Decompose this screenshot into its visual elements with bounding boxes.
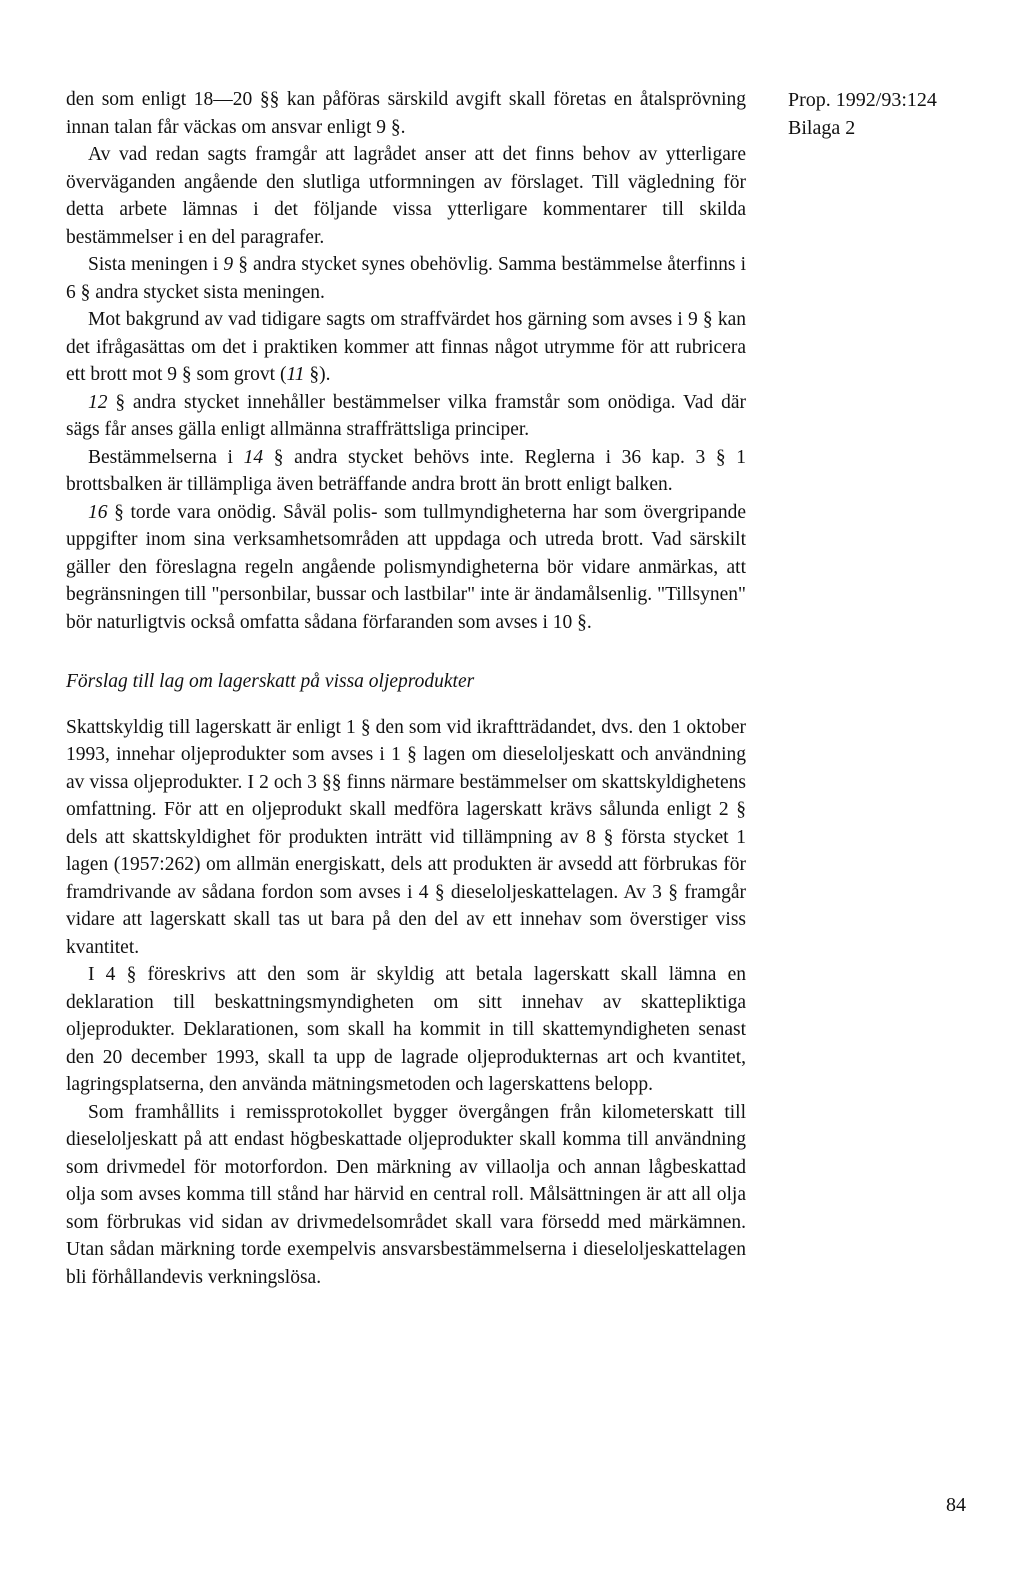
paragraph-6-lead: Bestämmelserna i [88,446,244,468]
paragraph-4-text: Mot bakgrund av vad tidigare sagts om straffvärdet hos gärning som avses i 9 § kan det ifrågasättas om det i praktiken kommer att finnas något utrymme för att rubricera ett brott mot 9 § som grovt ( [66,309,746,385]
proposition-reference: Prop. 1992/93:124 [788,89,937,111]
paragraph-7 [66,499,746,637]
paragraph-4 [66,306,746,389]
body-text [66,86,746,1291]
paragraph-6-ref: 14 [243,446,264,468]
paragraph-10: Som framhållits i remissprotokollet bygger övergången från kilometerskatt till dieseloljeskatt på att endast högbeskattade oljeprodukter skall komma till användning som drivmedel för motorfordon. Den märkning av villaolja och annan lågbeskattad olja som avses komma till stånd har härvid en central roll. Målsättningen är att all olja som förbrukas vid sidan av drivmedelsområdet skall vara försedd med märkämnen. Utan sådan märkning torde exempelvis ansvarsbestämmelserna i dieseloljeskattelagen bli förhållandevis verkningslösa. [66,1101,746,1288]
paragraph-1: den som enligt 18—20 §§ kan påföras särskild avgift skall företas en åtalsprövning innan talan får väckas om ansvar enligt 9 §. [66,89,746,138]
paragraph-8: Skattskyldig till lagerskatt är enligt 1 § den som vid ikraftträdandet, dvs. den 1 oktober 1993, innehar oljeprodukter som avses i 1 § lagen om dieseloljeskatt och användning av vissa oljeprodukter. I 2 och 3 §§ finns närmare bestämmelser om skattskyldighetens omfattning. För att en oljeprodukt skall medföra lagerskatt krävs sålunda enligt 2 § dels att skattskyldighet för produkten inträtt vid tillämpning av 8 § första stycket 1 lagen (1957:262) om allmän energiskatt, dels att produkten är avsedd att förbrukas för framdrivande av sådana fordon som avses i 4 § dieseloljeskattelagen. Av 3 § framgår vidare att lagerskatt skall tas ut bara på den del av ett innehav som överstiger viss kvantitet. [66,716,746,958]
section-heading: Förslag till lag om lagerskatt på vissa oljeprodukter [66,671,475,692]
paragraph-5 [66,389,746,444]
paragraph-7-text: § torde vara onödig. Såväl polis- som tullmyndigheterna har som övergripande uppgifter inom sina verksamhetsområden att uppdaga och utreda brott. Vad särskilt gäller den föreslagna regeln angående polismyndigheterna bör vidare anmärkas, att begränsningen till "personbilar, bussar och lastbilar" inte är ändamålsenlig. "Tillsynen" bör naturligtvis också omfatta sådana förfaranden som avses i 10 §. [66,501,746,633]
margin-note [788,86,988,142]
paragraph-3-lead: Sista meningen i [88,254,224,275]
paragraph-9: I 4 § föreskrivs att den som är skyldig att betala lagerskatt skall lämna en deklaration till beskattningsmyndigheten om sitt innehav av skattepliktiga oljeprodukter. Deklarationen, som skall ha kommit in till skattemyndigheten senast den 20 december 1993, skall ta upp de lagrade oljeprodukternas art och kvantitet, lagringsplatserna, den använda mätningsmetoden och lagerskattens belopp. [66,964,746,1095]
page-number: 84 [946,1494,966,1516]
paragraph-6-text: § andra stycket behövs inte. Reglerna i 36 kap. 3 § 1 brottsbalken är tillämpliga även beträffande andra brott än brott enligt balken. [66,446,746,495]
paragraph-7-ref: 16 [88,501,108,523]
paragraph-4-ref: 11 [286,364,305,385]
paragraph-6 [66,444,746,499]
appendix-label: Bilaga 2 [788,117,856,139]
paragraph-5-text: § andra stycket innehåller bestämmelser vilka framstår som onödiga. Vad där sägs får anses gälla enligt allmänna straffrättsliga principer. [66,391,746,440]
paragraph-4-end: §). [304,364,331,385]
paragraph-2: Av vad redan sagts framgår att lagrådet anser att det finns behov av ytterligare överväganden angående den slutliga utformningen av förslaget. Till vägledning för detta arbete lämnas i det följande vissa ytterligare kommentarer till skilda bestämmelser i en del paragrafer. [66,144,746,248]
paragraph-3-ref: 9 [223,254,234,275]
paragraph-5-ref: 12 [88,391,108,413]
paragraph-3-text: § andra stycket synes obehövlig. Samma bestämmelse återfinns i 6 § andra stycket sista meningen. [66,254,746,303]
paragraph-3 [66,251,746,306]
